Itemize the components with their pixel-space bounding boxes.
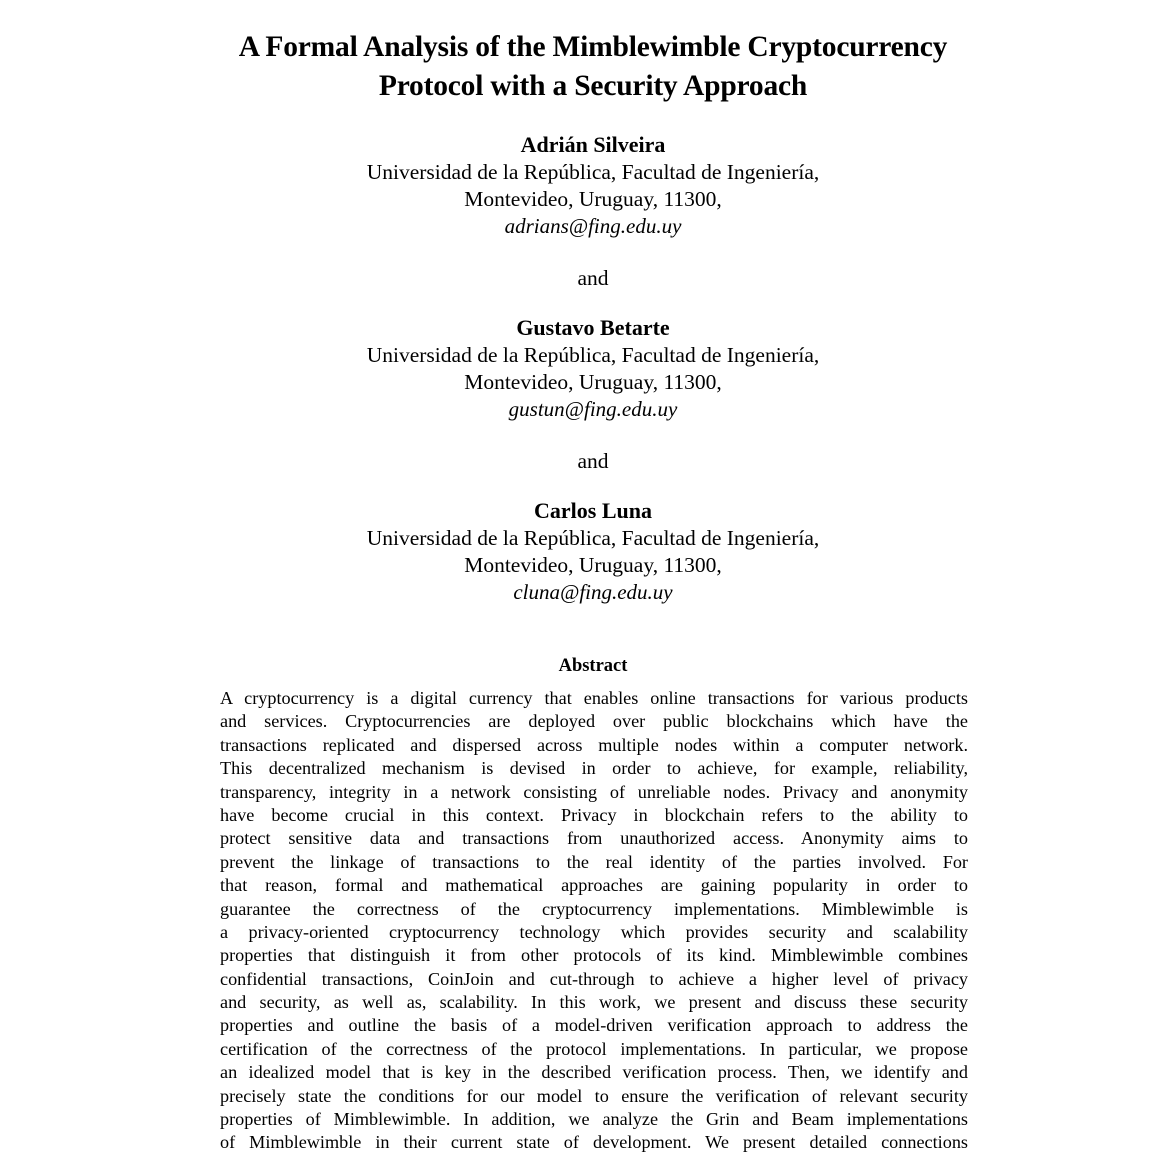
abstract-body (220, 687, 968, 1155)
author-name: Gustavo Betarte (516, 315, 670, 340)
author-affiliation: Universidad de la República, Facultad de Ingeniería, (366, 526, 820, 550)
author-email: cluna@fing.edu.uy (513, 580, 673, 604)
abstract-heading: Abstract (558, 656, 628, 676)
author-email: gustun@fing.edu.uy (508, 397, 678, 421)
author-name: Carlos Luna (534, 498, 652, 523)
abstract-line: that reason, formal and mathematical approaches are gaining popularity in order to (220, 875, 968, 896)
abstract-line: prevent the linkage of transactions to the real identity of the parties involved. For (220, 851, 968, 872)
author-email: adrians@fing.edu.uy (504, 214, 682, 238)
abstract-line: A cryptocurrency is a digital currency that enables online transactions for various products (220, 688, 968, 708)
abstract-line: and services. Cryptocurrencies are deployed over public blockchains which have the (220, 711, 968, 732)
author-name: Adrián Silveira (520, 132, 666, 157)
paper-title (0, 28, 1160, 106)
abstract-line: properties of Mimblewimble. In addition, we analyze the Grin and Beam implementations (220, 1109, 968, 1130)
abstract-line: precisely state the conditions for our model to ensure the verification of relevant security (220, 1085, 968, 1106)
author-affiliation: Universidad de la República, Facultad de Ingeniería, (366, 343, 820, 367)
abstract-line: transparency, integrity in a network consisting of unreliable nodes. Privacy and anonymity (220, 781, 968, 802)
author-separator: and (577, 266, 609, 290)
abstract-line: This decentralized mechanism is devised in order to achieve, for example, reliability, (220, 758, 968, 779)
abstract-line: confidential transactions, CoinJoin and cut-through to achieve a higher level of privacy (220, 968, 968, 989)
author-block-3 (0, 497, 1160, 606)
author-block-1 (0, 131, 1160, 240)
abstract-line: properties that distinguish it from other protocols of its kind. Mimblewimble combines (220, 945, 968, 966)
title-line-2: Protocol with a Security Approach (378, 70, 808, 102)
abstract-line: and security, as well as, scalability. In this work, we present and discuss these security (220, 992, 968, 1013)
abstract-line: have become crucial in this context. Privacy in blockchain refers to the ability to (220, 804, 968, 825)
author-address: Montevideo, Uruguay, 11300, (464, 553, 722, 577)
abstract-line: properties and outline the basis of a model-driven verification approach to address the (220, 1015, 968, 1036)
abstract-line: of Mimblewimble in their current state of development. We present detailed connections (220, 1132, 968, 1153)
abstract-line: transactions replicated and dispersed across multiple nodes within a computer network. (220, 734, 968, 755)
abstract-line: an idealized model that is key in the described verification process. Then, we identify and (220, 1062, 968, 1083)
author-separator: and (577, 449, 609, 473)
abstract-line: protect sensitive data and transactions from unauthorized access. Anonymity aims to (220, 828, 968, 849)
author-address: Montevideo, Uruguay, 11300, (464, 370, 722, 394)
title-line-1: A Formal Analysis of the Mimblewimble Cryptocurrency (238, 31, 948, 63)
author-affiliation: Universidad de la República, Facultad de Ingeniería, (366, 160, 820, 184)
abstract-line: certification of the correctness of the protocol implementations. In particular, we propose (220, 1038, 968, 1059)
author-address: Montevideo, Uruguay, 11300, (464, 187, 722, 211)
abstract-line: guarantee the correctness of the cryptocurrency implementations. Mimblewimble is (220, 898, 968, 919)
abstract-line: a privacy-oriented cryptocurrency technology which provides security and scalability (220, 921, 968, 942)
author-block-2 (0, 314, 1160, 423)
